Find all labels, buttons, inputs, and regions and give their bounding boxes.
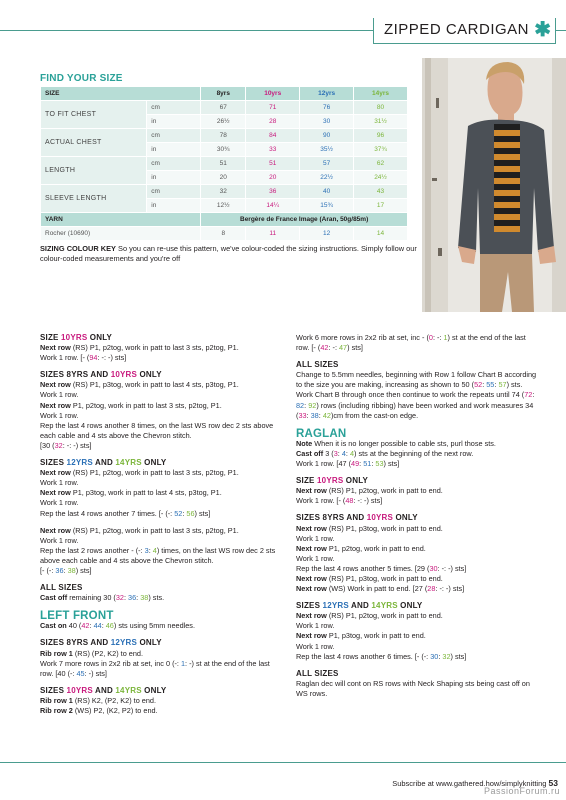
size-10yrs: 10yrs	[246, 87, 300, 101]
value-cell: 67	[201, 101, 246, 115]
value-cell: 11	[246, 227, 300, 241]
actual-chest-cm-row	[41, 129, 408, 143]
section-heading: ALL SIZES	[296, 360, 339, 370]
subscribe-text: Subscribe at www.gathered.how/simplyknitting	[392, 779, 547, 788]
value-cell: 24½	[354, 171, 408, 185]
section-heading: SIZES 8YRS AND 12YRS ONLY	[40, 638, 162, 648]
section-heading: SIZES 8YRS AND 10YRS ONLY	[40, 370, 162, 380]
size-label: SIZE	[41, 87, 201, 101]
unit-cm: cm	[147, 101, 201, 115]
value-cell: 8	[201, 227, 246, 241]
to-fit-chest-cm-row	[41, 101, 408, 115]
section-heading: SIZE 10YRS ONLY	[296, 476, 369, 486]
sizing-key-label: SIZING COLOUR KEY	[40, 244, 116, 253]
value-cell: 17	[354, 199, 408, 213]
unit-cm: cm	[147, 185, 201, 199]
value-cell: 30	[300, 115, 354, 129]
size-8yrs: 8yrs	[201, 87, 246, 101]
model-photo	[422, 58, 566, 312]
unit-in: in	[147, 171, 201, 185]
yarn-row	[41, 213, 408, 227]
value-cell: 78	[201, 129, 246, 143]
size-14yrs: 14yrs	[354, 87, 408, 101]
sizing-key-text: So you can re-use this pattern, we've colour-coded the sizing instructions. Simply follow our colour-coded measurements and you're off	[40, 244, 417, 263]
value-cell: 90	[300, 129, 354, 143]
value-cell: 80	[354, 101, 408, 115]
value-cell: 76	[300, 101, 354, 115]
value-cell: 36	[246, 185, 300, 199]
value-cell: 12½	[201, 199, 246, 213]
yarn-quantity-row	[41, 227, 408, 241]
boy-in-cardigan-image	[422, 58, 566, 312]
section-heading: SIZE 10YRS ONLY	[40, 333, 113, 342]
size-12yrs: 12yrs	[300, 87, 354, 101]
yarn-name: Bergère de France Image (Aran, 50g/85m)	[201, 213, 408, 227]
asterisk-icon: ✱	[534, 19, 551, 41]
value-cell: 20	[201, 171, 246, 185]
section-heading: SIZES 8YRS AND 10YRS ONLY	[296, 513, 418, 523]
value-cell: 30¾	[201, 143, 246, 157]
section-heading: SIZES 10YRS AND 14YRS ONLY	[40, 685, 167, 695]
value-cell: 84	[246, 129, 300, 143]
value-cell: 15¾	[300, 199, 354, 213]
value-cell: 57	[300, 157, 354, 171]
value-cell: 51	[246, 157, 300, 171]
value-cell: 37¾	[354, 143, 408, 157]
size-table	[40, 86, 408, 241]
value-cell: 31½	[354, 115, 408, 129]
row-label: SLEEVE LENGTH	[41, 185, 147, 213]
raglan-heading: RAGLAN	[296, 427, 347, 440]
value-cell: 62	[354, 157, 408, 171]
value-cell: 71	[246, 101, 300, 115]
yarn-label: YARN	[41, 213, 201, 227]
sleeve-length-cm-row	[41, 185, 408, 199]
instructions-right-column: Work 6 more rows in 2x2 rib at set, inc - (0: -: 1) st at the end of the last row. [- (42: -: 47) sts] ALL SIZES Change to 5.5mm needles, beginning with Row 1 follow Chart B according to the size you are making, increasing as shown to 50 (52: 55: 57) sts. Work Chart B through once then continue to work the repeats until 74 (72: 82: 92) rows (including ribbing) have been worked and work measures 34 (33: 38: 42)cm from the cast-on edge. RAGLAN Note When it is no longer possible to cable sts, purl those sts. Cast off 3 (3: 4: 4) sts at the beginning of the next row. Work 1 row. [47 (49: 51: 53) sts] SIZE 10YRS ONLY Next row (RS) P1, p2tog, work in patt to end. Work 1 row. [- (48: -: -) sts] SIZES 8YRS AND 10YRS ONLY Next row (RS) P1, p3tog, work in patt to end. Work 1 row. Next row P1, p2tog, work in patt to end. Work 1 row. Rep the last 4 rows another 5 times. [29 (30: -: -) sts] Next row (RS) P1, p3tog, work in patt to end. Next row (WS) Work in patt to end. [27 (28: -: -) sts] SIZES 12YRS AND 14YRS ONLY Next row (RS) P1, p2tog, work in patt to end. Work 1 row. Next row P1, p3tog, work in patt to end. Work 1 row. Rep the last 4 rows another 6 times. [- (-: 30: 32) sts] ALL SIZES Raglan dec will cont on RS rows with Neck Shaping sts being cast off on WS rows.	[296, 333, 541, 699]
unit-in: in	[147, 115, 201, 129]
row-label: ACTUAL CHEST	[41, 129, 147, 157]
unit-in: in	[147, 199, 201, 213]
length-cm-row	[41, 157, 408, 171]
row-label: LENGTH	[41, 157, 147, 185]
value-cell: 12	[300, 227, 354, 241]
value-cell: 22½	[300, 171, 354, 185]
left-front-heading: LEFT FRONT	[40, 610, 114, 623]
footer-rule	[0, 762, 566, 763]
row-label: TO FIT CHEST	[41, 101, 147, 129]
page-number: 53	[548, 778, 558, 788]
value-cell: 43	[354, 185, 408, 199]
page-footer	[0, 762, 566, 800]
size-table-heading: FIND YOUR SIZE	[40, 73, 123, 84]
value-cell: 96	[354, 129, 408, 143]
title-box	[373, 18, 556, 44]
sizing-colour-key	[40, 244, 420, 264]
section-heading: ALL SIZES	[40, 583, 83, 593]
section-heading: SIZES 12YRS AND 14YRS ONLY	[296, 601, 423, 611]
value-cell: 28	[246, 115, 300, 129]
unit-cm: cm	[147, 129, 201, 143]
instructions-left-column: SIZE 10YRS ONLY Next row (RS) P1, p2tog, work in patt to last 3 sts, p2tog, P1. Work 1 row. [- (94: -: -) sts] SIZES 8YRS AND 10YRS ONLY Next row (RS) P1, p3tog, work in patt to last 4 sts, p3tog, P1. Work 1 row. Next row P1, p2tog, work in patt to last 3 sts, p2tog, P1. Work 1 row. Rep the last 4 rows another 8 times, on the last WS row dec 2 sts above each cable and 4 sts above the Chevron stitch. [30 (32: -: -) sts] SIZES 12YRS AND 14YRS ONLY Next row (RS) P1, p2tog, work in patt to last 3 sts, p2tog, P1. Work 1 row. Next row P1, p3tog, work in patt to last 4 sts, p3tog, P1. Work 1 row. Rep the last 4 rows another 7 times. [- (-: 52: 56) sts] Next row (RS) P1, p2tog, work in patt to last 3 sts, p2tog, P1. Work 1 row. Rep the last 2 rows another - (-: 3: 4) times, on the last WS row dec 2 sts above each cable and 4 sts above the Chevron stitch. [- (-: 36: 38) sts] ALL SIZES Cast off remaining 30 (32: 36: 38) sts. LEFT FRONT Cast on 40 (42: 44: 46) sts using 5mm needles. SIZES 8YRS AND 12YRS ONLY Rib row 1 (RS) (P2, K2) to end. Work 7 more rows in 2x2 rib at set, inc 0 (-: 1: -) st at the end of the last row. [40 (-: 45: -) sts] SIZES 10YRS AND 14YRS ONLY Rib row 1 (RS) K2, (P2, K2) to end. Rib row 2 (WS) P2, (K2, P2) to end.	[40, 333, 285, 716]
value-cell: 14¼	[246, 199, 300, 213]
section-heading: SIZES 12YRS AND 14YRS ONLY	[40, 458, 167, 468]
yarn-shade: Rocher (10690)	[41, 227, 201, 241]
value-cell: 26½	[201, 115, 246, 129]
value-cell: 14	[354, 227, 408, 241]
value-cell: 20	[246, 171, 300, 185]
page-title: ZIPPED CARDIGAN	[383, 21, 529, 38]
unit-in: in	[147, 143, 201, 157]
size-header-row	[41, 87, 408, 101]
value-cell: 33	[246, 143, 300, 157]
value-cell: 40	[300, 185, 354, 199]
value-cell: 32	[201, 185, 246, 199]
section-heading: ALL SIZES	[296, 668, 339, 678]
watermark: PassionForum.ru	[483, 786, 560, 796]
value-cell: 51	[201, 157, 246, 171]
value-cell: 35½	[300, 143, 354, 157]
unit-cm: cm	[147, 157, 201, 171]
page-header	[0, 0, 566, 48]
